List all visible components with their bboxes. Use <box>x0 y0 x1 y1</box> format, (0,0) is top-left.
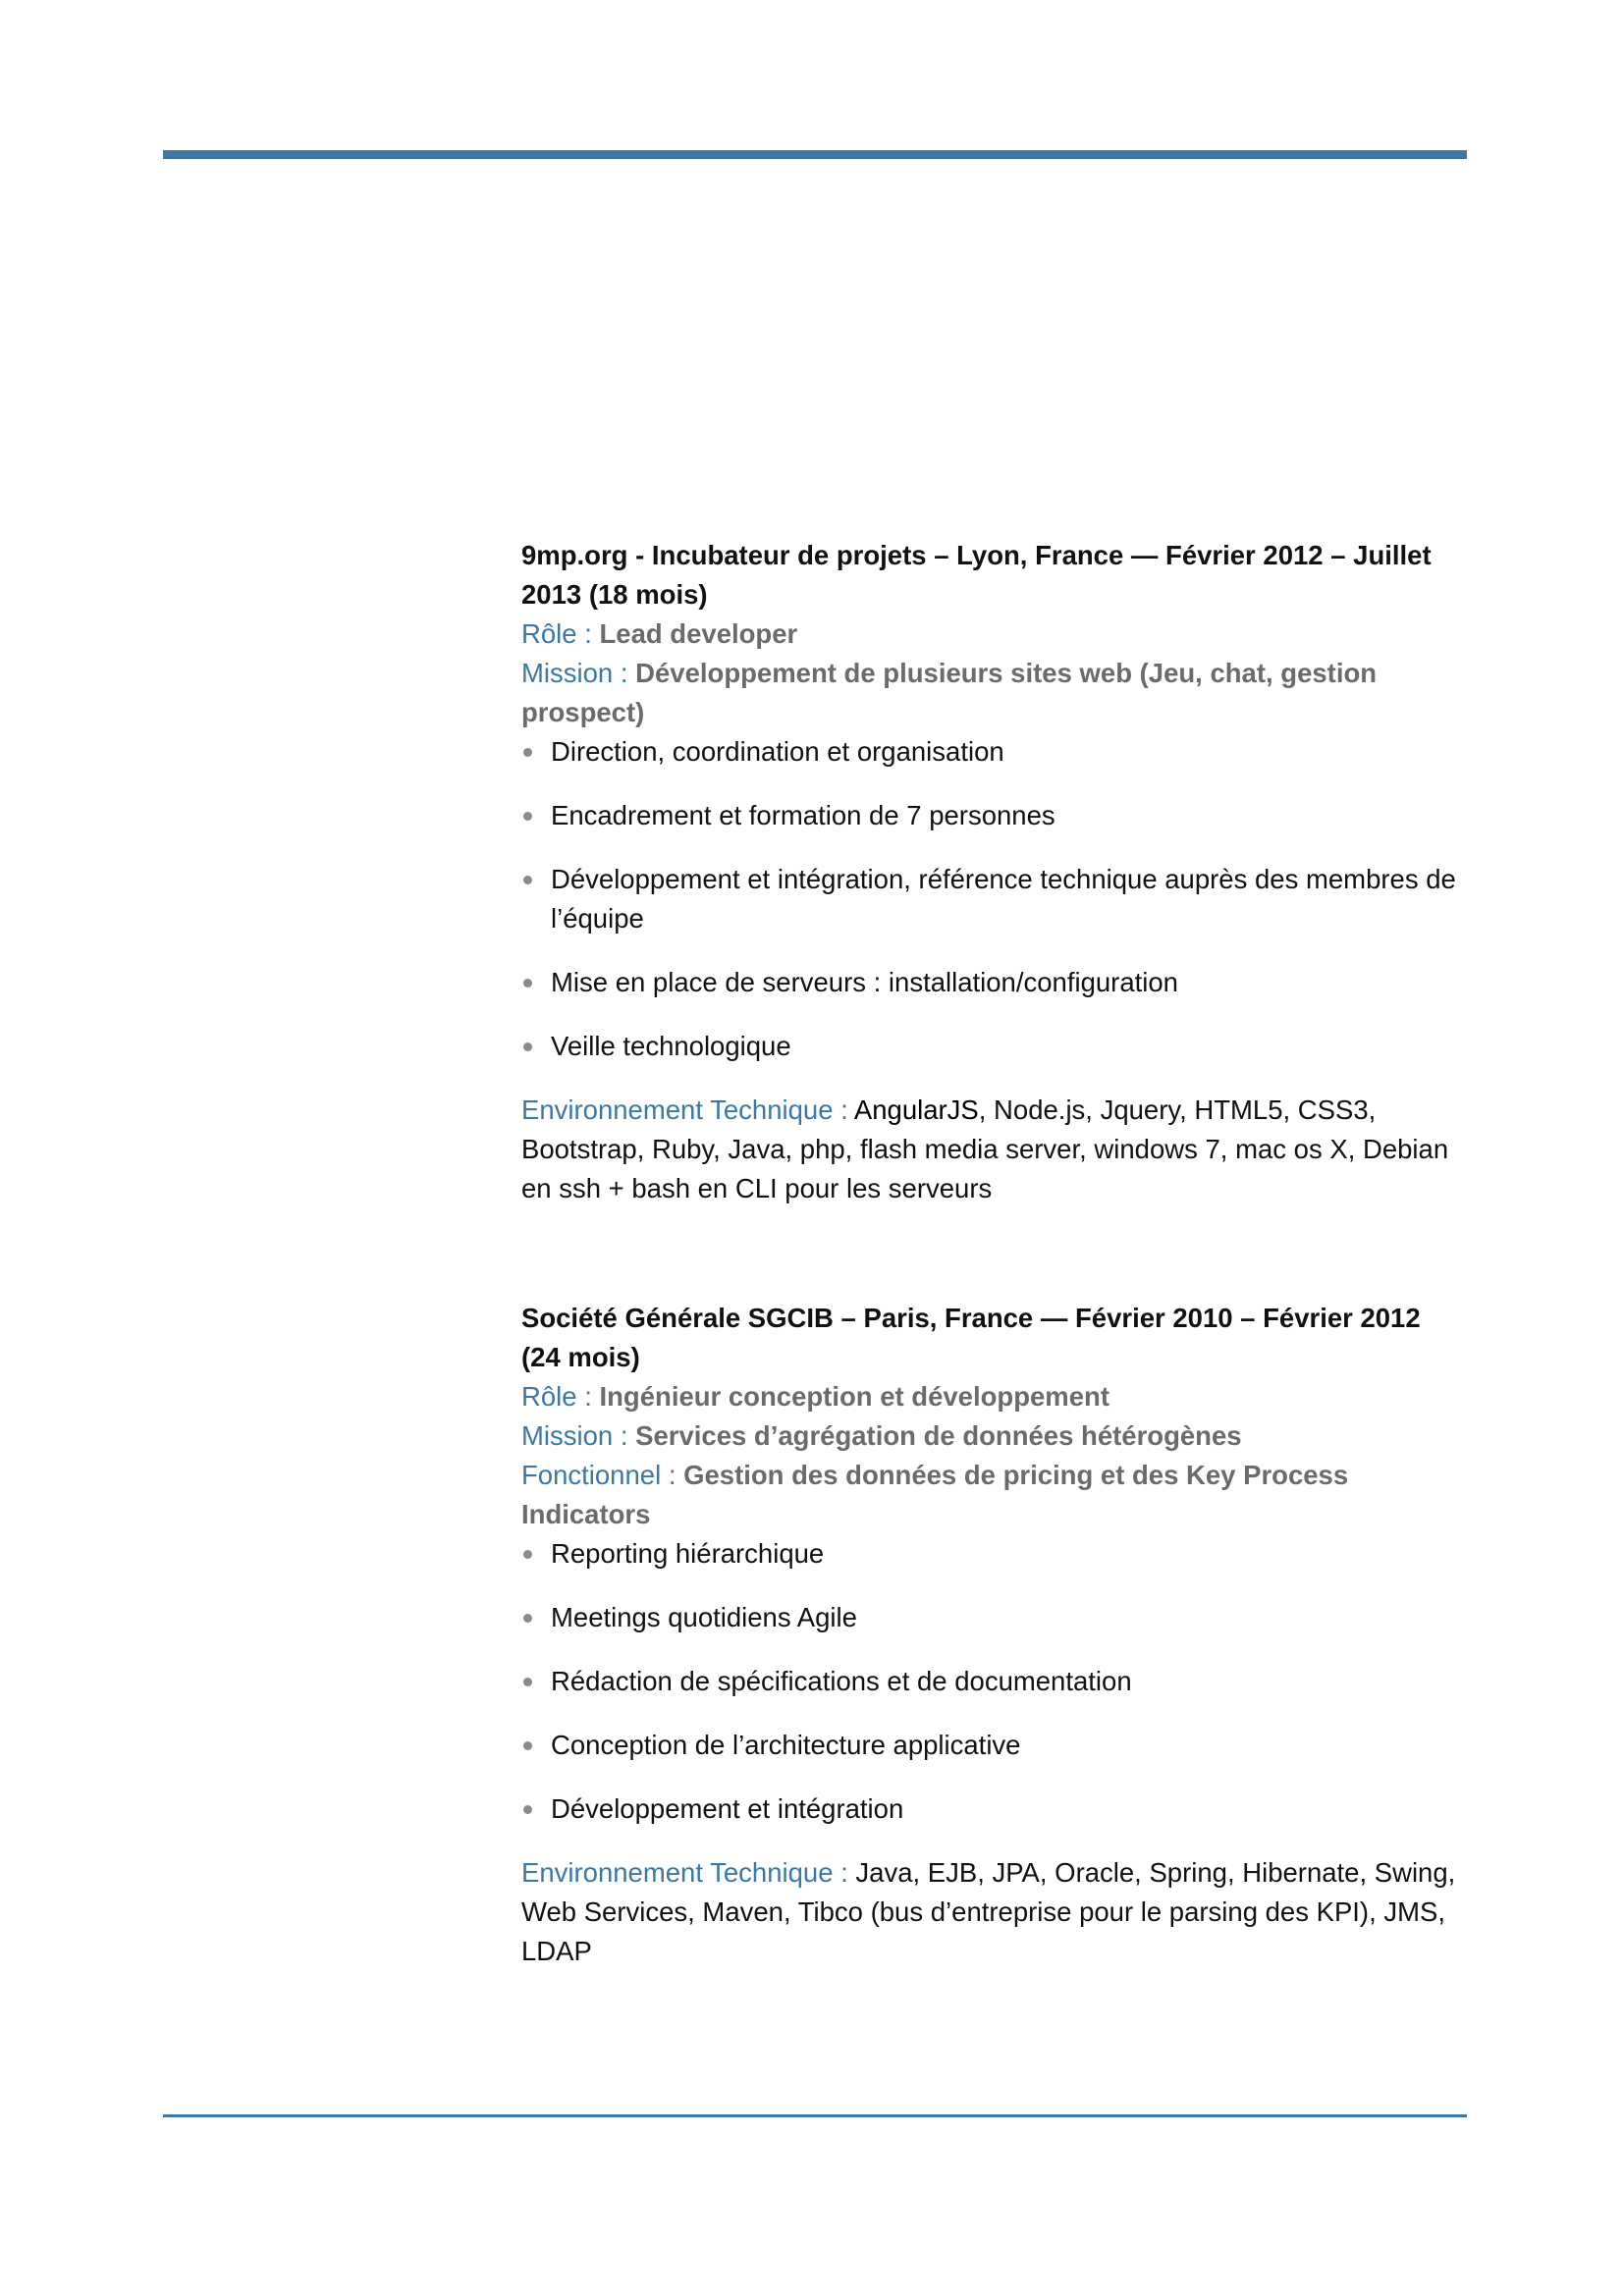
list-item <box>521 1027 1464 1066</box>
job-title: 9mp.org - Incubateur de projets – Lyon, France — Février 2012 – Juillet 2013 (18 mois) <box>521 540 1432 610</box>
bullet-icon <box>523 1805 532 1814</box>
env-label: Environnement Technique : <box>521 1095 854 1125</box>
list-item <box>521 796 1464 835</box>
list-item <box>521 860 1464 938</box>
mission-value: Services d’agrégation de données hétérogènes <box>635 1420 1242 1451</box>
functional-value: Gestion des données de pricing et des Key Process Indicators <box>521 1460 1349 1529</box>
bullet-icon <box>523 1550 532 1559</box>
role-value: Ingénieur conception et développement <box>599 1381 1110 1412</box>
bullet-icon <box>523 1614 532 1623</box>
tech-environment <box>521 1091 1464 1208</box>
job-title: Société Générale SGCIB – Paris, France — Février 2010 – Février 2012 (24 mois) <box>521 1303 1421 1372</box>
bullet-icon <box>523 1741 532 1750</box>
bullet-icon <box>523 748 532 757</box>
task-list <box>521 1534 1464 1829</box>
role-line <box>521 1377 1464 1416</box>
task-list <box>521 732 1464 1066</box>
list-item <box>521 1662 1464 1701</box>
env-label: Environnement Technique : <box>521 1857 856 1888</box>
footer-rule <box>163 2114 1467 2117</box>
mission-label: Mission : <box>521 658 636 688</box>
task-text: Mise en place de serveurs : installation/configuration <box>551 967 1178 997</box>
bullet-icon <box>523 876 532 884</box>
role-label: Rôle : <box>521 1381 600 1412</box>
role-line <box>521 614 1464 654</box>
list-item <box>521 732 1464 772</box>
role-value: Lead developer <box>599 618 798 649</box>
task-text: Rédaction de spécifications et de documentation <box>551 1666 1132 1696</box>
tech-environment <box>521 1853 1464 1971</box>
env-tech-list: Java, EJB, JPA, Oracle, Spring, Hibernate, Swing, Web Services, Maven, Tibco (bus d’entreprise pour le parsing des KPI), JMS, LDAP <box>521 1857 1456 1966</box>
functional-line <box>521 1456 1464 1534</box>
mission-line <box>521 654 1464 732</box>
list-item <box>521 963 1464 1002</box>
task-text: Encadrement et formation de 7 personnes <box>551 800 1055 830</box>
bullet-icon <box>523 979 532 988</box>
mission-label: Mission : <box>521 1420 636 1451</box>
task-text: Meetings quotidiens Agile <box>551 1602 857 1632</box>
task-text: Veille technologique <box>551 1031 791 1061</box>
mission-value: Développement de plusieurs sites web (Jeu, chat, gestion prospect) <box>521 658 1378 727</box>
env-first-tech: AngularJS <box>853 1095 979 1125</box>
bullet-icon <box>523 1678 532 1686</box>
list-item <box>521 1789 1464 1829</box>
env-tech-list: , Node.js, Jquery, HTML5, CSS3, Bootstrap, Ruby, Java, php, flash media server, windows 7, mac os X, Debian en ssh + bash en CLI pour les serveurs <box>521 1095 1449 1203</box>
task-text: Direction, coordination et organisation <box>551 736 1004 767</box>
task-text: Développement et intégration <box>551 1793 904 1824</box>
bullet-icon <box>523 1042 532 1051</box>
mission-line <box>521 1416 1464 1456</box>
task-text: Reporting hiérarchique <box>551 1538 825 1569</box>
task-text: Développement et intégration, référence technique auprès des membres de l’équipe <box>551 864 1456 934</box>
functional-label: Fonctionnel : <box>521 1460 684 1490</box>
list-item <box>521 1726 1464 1765</box>
list-item <box>521 1534 1464 1574</box>
list-item <box>521 1598 1464 1637</box>
header-rule <box>163 150 1467 159</box>
job-entry-sgcib <box>521 1299 1464 1971</box>
role-label: Rôle : <box>521 618 600 649</box>
job-entry-9mp <box>521 536 1464 1208</box>
task-text: Conception de l’architecture applicative <box>551 1730 1021 1760</box>
bullet-icon <box>523 812 532 821</box>
